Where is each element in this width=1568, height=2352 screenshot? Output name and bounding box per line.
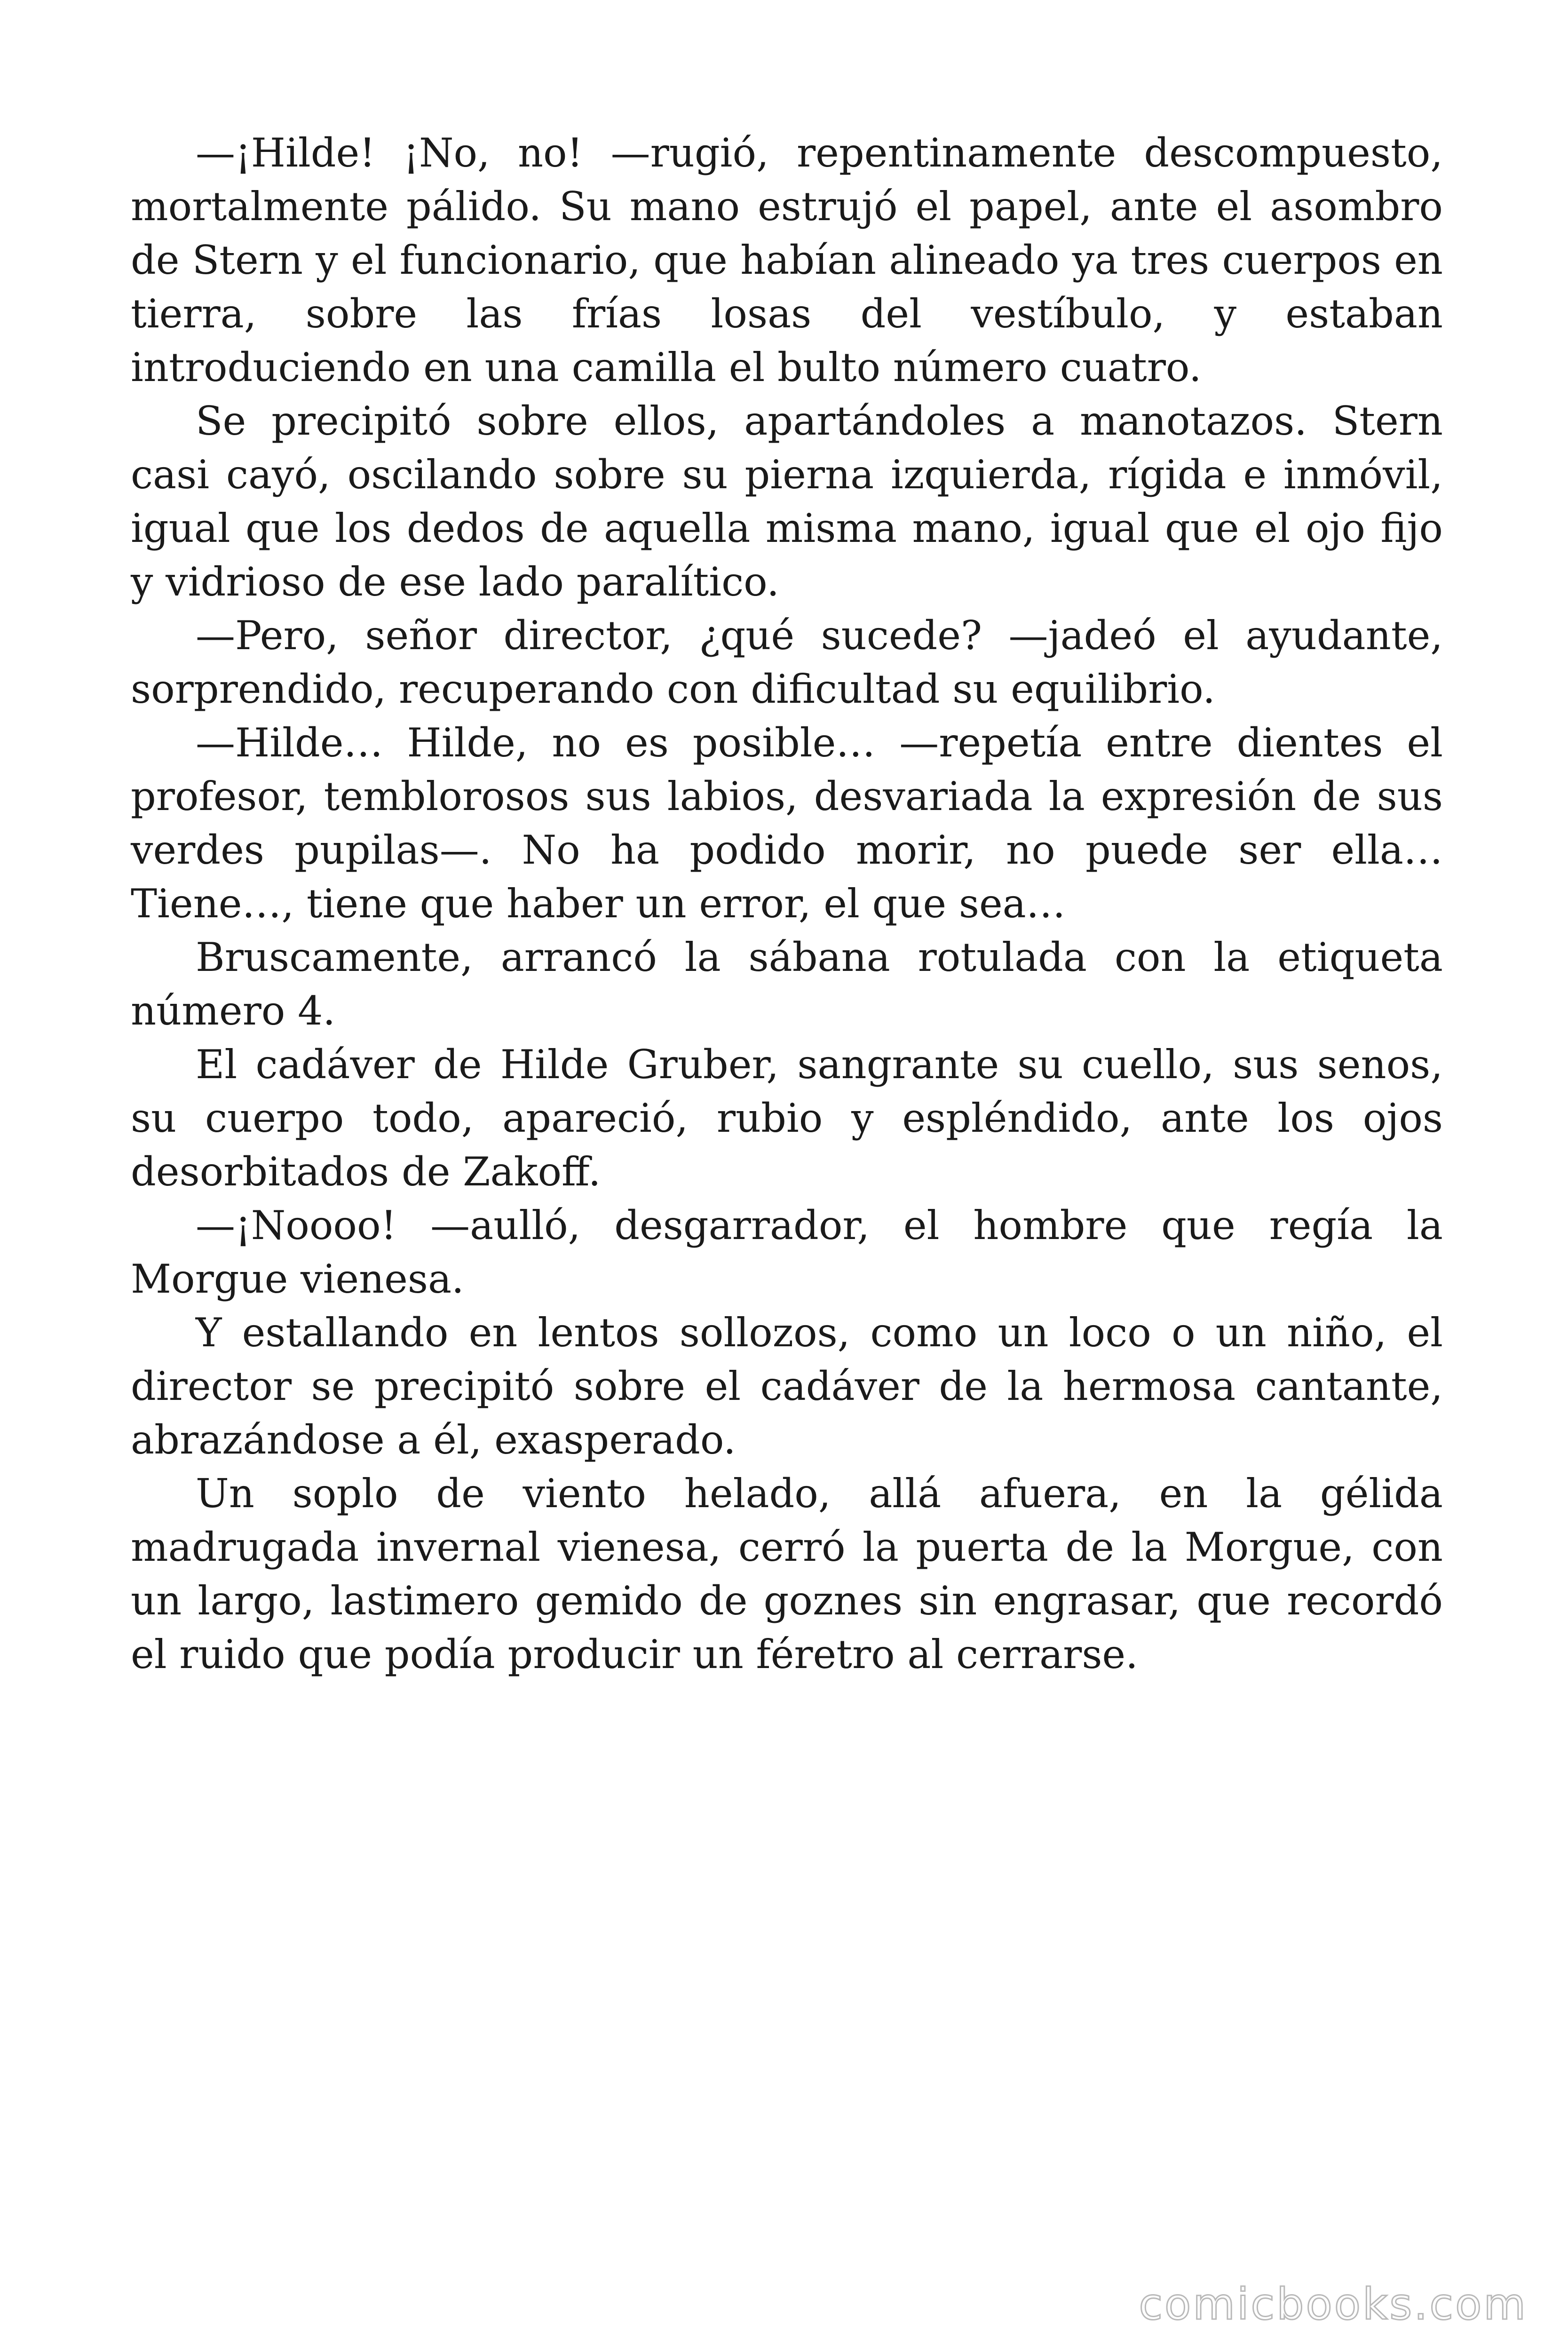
paragraph: Se precipitó sobre ellos, apartándoles a manotazos. Stern casi cayó, oscilando sobre su pierna izquierda, rígida e inmóvil, igual que los dedos de aquella misma mano, igual que el ojo fijo y vidrioso de ese lado paralítico. bbox=[131, 398, 1443, 605]
watermark: comicbooks.com bbox=[1139, 2279, 1528, 2329]
page-body bbox=[131, 126, 1443, 1681]
paragraph: Bruscamente, arrancó la sábana rotulada con la etiqueta número 4. bbox=[131, 934, 1443, 1034]
paragraph: —Pero, señor director, ¿qué sucede? —jadeó el ayudante, sorprendido, recuperando con dificultad su equilibrio. bbox=[131, 612, 1443, 712]
paragraph: —¡Hilde! ¡No, no! —rugió, repentinamente descompuesto, mortalmente pálido. Su mano estrujó el papel, ante el asombro de Stern y el funcionario, que habían alineado ya tres cuerpos en tierra, sobre las frías losas del vestíbulo, y estaban introduciendo en una camilla el bulto número cuatro. bbox=[131, 130, 1443, 390]
paragraph: El cadáver de Hilde Gruber, sangrante su cuello, sus senos, su cuerpo todo, apareció, rubio y espléndido, ante los ojos desorbitados de Zakoff. bbox=[131, 1041, 1443, 1195]
paragraph: —Hilde… Hilde, no es posible… —repetía entre dientes el profesor, temblorosos sus labios, desvariada la expresión de sus verdes pupilas—. No ha podido morir, no puede ser ella… Tiene…, tiene que haber un error, el que sea… bbox=[131, 720, 1443, 927]
paragraph: Un soplo de viento helado, allá afuera, en la gélida madrugada invernal vienesa, cerró la puerta de la Morgue, con un largo, lastimero gemido de goznes sin engrasar, que recordó el ruido que podía producir un féretro al cerrarse. bbox=[131, 1470, 1443, 1677]
paragraph: —¡Noooo! —aulló, desgarrador, el hombre que regía la Morgue vienesa. bbox=[131, 1202, 1443, 1302]
paragraph: Y estallando en lentos sollozos, como un loco o un niño, el director se precipitó sobre el cadáver de la hermosa cantante, abrazándose a él, exasperado. bbox=[131, 1310, 1443, 1463]
